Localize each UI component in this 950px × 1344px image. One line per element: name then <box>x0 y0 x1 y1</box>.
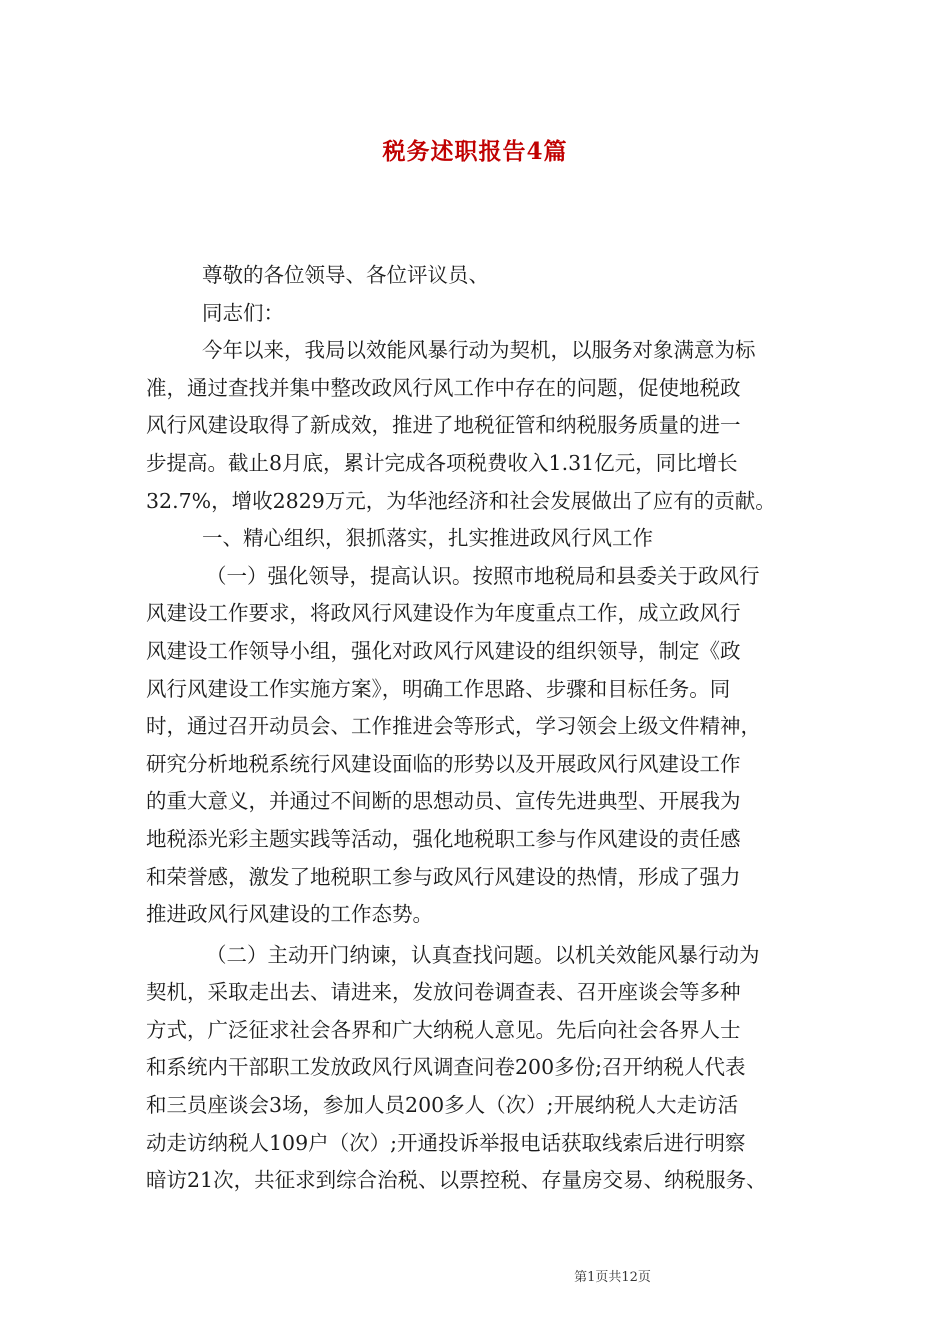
paragraph-line: （一）强化领导，提高认识。按照市地税局和县委关于政风行 <box>206 563 760 588</box>
paragraph-line: 时，通过召开动员会、工作推进会等形式，学习领会上级文件精神， <box>146 714 761 739</box>
paragraph-line: 风建设工作领导小组，强化对政风行风建设的组织领导，制定《政 <box>146 638 741 663</box>
paragraph-line: 风行风建设取得了新成效，推进了地税征管和纳税服务质量的进一 <box>146 413 741 438</box>
paragraph-line: 准，通过查找并集中整改政风行风工作中存在的问题，促使地税政 <box>146 375 741 400</box>
paragraph-line: 方式，广泛征求社会各界和广大纳税人意见。先后向社会各界人士 <box>146 1017 741 1042</box>
paragraph-line: 暗访21次，共征求到综合治税、以票控税、存量房交易、纳税服务、 <box>146 1168 767 1193</box>
paragraph-line: 的重大意义，并通过不间断的思想动员、宣传先进典型、开展我为 <box>146 789 741 814</box>
paragraph-line: 推进政风行风建设的工作态势。 <box>146 902 433 927</box>
document-title: 税务述职报告4篇 <box>382 138 568 165</box>
salutation-line: 尊敬的各位领导、各位评议员、 <box>202 263 489 287</box>
paragraph-line: 和系统内干部职工发放政风行风调查问卷200多份;召开纳税人代表 <box>146 1055 746 1080</box>
paragraph-line: 地税添光彩主题实践等活动，强化地税职工参与作风建设的责任感 <box>146 826 741 851</box>
paragraph-line: 风建设工作要求，将政风行风建设作为年度重点工作，成立政风行 <box>146 601 741 626</box>
section-heading: 一、精心组织，狠抓落实，扎实推进政风行风工作 <box>202 526 653 551</box>
paragraph-line: 契机，采取走出去、请进来，发放问卷调查表、召开座谈会等多种 <box>146 980 741 1005</box>
document-body <box>146 257 811 1200</box>
paragraph-line: 和荣誉感，激发了地税职工参与政风行风建设的热情，形成了强力 <box>146 864 741 889</box>
paragraph-line: 风行风建设工作实施方案》，明确工作思路、步骤和目标任务。同 <box>146 676 731 701</box>
paragraph-line: 32.7%，增收2829万元，为华池经济和社会发展做出了应有的贡献。 <box>146 488 776 513</box>
paragraph-line: 动走访纳税人109户（次）;开通投诉举报电话获取线索后进行明察 <box>146 1130 746 1155</box>
paragraph-line: （二）主动开门纳谏，认真查找问题。以机关效能风暴行动为 <box>206 942 760 967</box>
paragraph-line: 今年以来，我局以效能风暴行动为契机，以服务对象满意为标 <box>202 338 756 363</box>
paragraph-line: 和三员座谈会3场，参加人员200多人（次）;开展纳税人大走访活 <box>146 1093 739 1118</box>
salutation-line: 同志们： <box>202 300 284 325</box>
paragraph-line: 研究分析地税系统行风建设面临的形势以及开展政风行风建设工作 <box>146 751 741 776</box>
paragraph-line: 步提高。截止8月底，累计完成各项税费收入1.31亿元，同比增长 <box>146 450 738 475</box>
page-footer: 第1页共12页 <box>574 1270 651 1285</box>
